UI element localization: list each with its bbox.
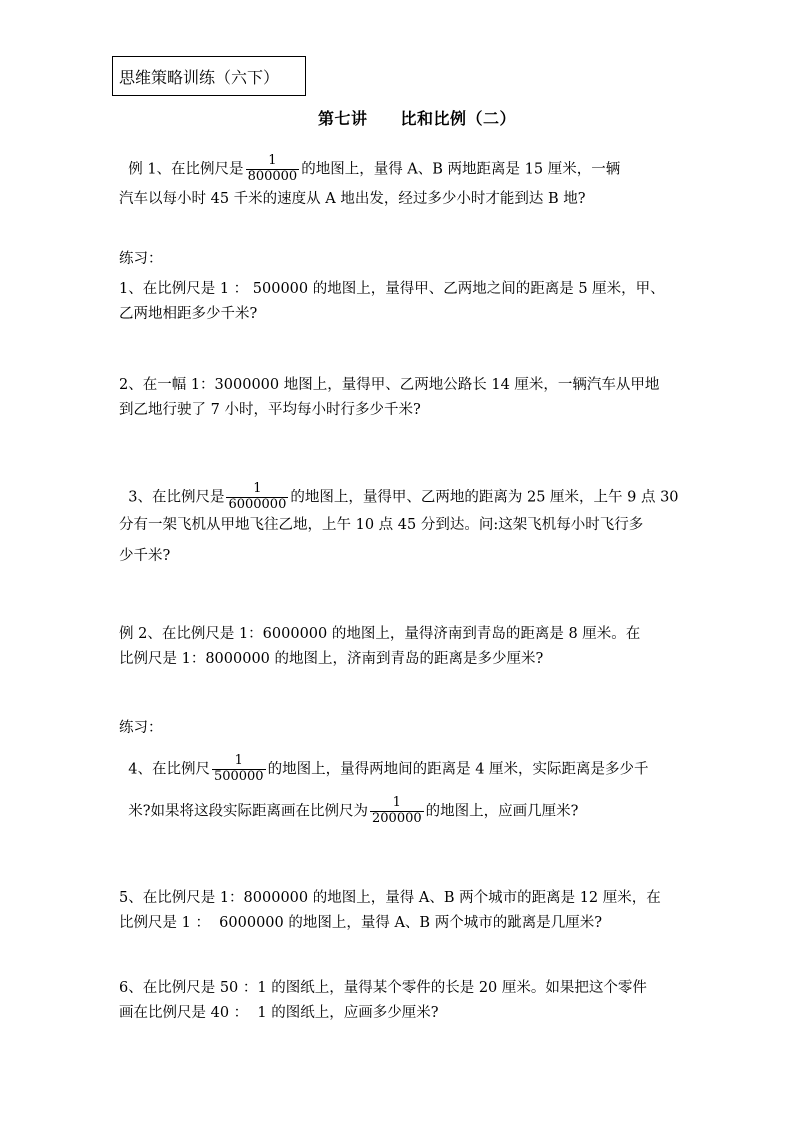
question-4-text-c: 米?如果将这段实际距离画在比例尺为 (128, 803, 368, 820)
question-5-line-1: 5、在比例尺是 1：8000000 的地图上，量得 A、B 两个城市的距离是 12 厘米，在 (119, 890, 661, 906)
example-1-text-b: 的地图上，量得 A、B 两地距离是 15 厘米，一辆 (301, 161, 621, 178)
question-4-text-a: 4、在比例尺 (128, 761, 210, 778)
example-1-text-a: 例 1、在比例尺是 (128, 161, 244, 178)
practice-heading-2: 练习： (119, 720, 163, 736)
question-3-line-1 (119, 466, 679, 513)
example-2-line-1: 例 2、在比例尺是 1：6000000 的地图上，量得济南到青岛的距离是 8 厘米。在 (119, 626, 641, 642)
question-2-line-1: 2、在一幅 1：3000000 地图上，量得甲、乙两地公路长 14 厘米，一辆汽车从甲地 (119, 377, 660, 393)
question-6-line-1: 6、在比例尺是 50 ：1 的图纸上，量得某个零件的长是 20 厘米。如果把这个零件 (119, 980, 647, 996)
header-box (112, 56, 306, 96)
question-4-line-1 (119, 738, 649, 785)
question-3-line-3: 少千米? (119, 548, 171, 564)
question-4-line-2 (119, 780, 578, 827)
question-3-line-2: 分有一架飞机从甲地飞往乙地，上午 10 点 45 分到达。问:这架飞机每小时飞行多 (119, 517, 644, 533)
question-4-text-b: 的地图上，量得两地间的距离是 4 厘米，实际距离是多少千 (267, 761, 649, 778)
header-box-label: 思维策略训练（六下） (119, 67, 280, 87)
question-5-line-2: 比例尺是 1 ： 6000000 的地图上，量得 A、B 两个城市的跐离是几厘米? (119, 915, 602, 931)
fraction-1-200000 (370, 796, 424, 827)
fraction-denominator: 500000 (213, 768, 264, 784)
example-2-line-2: 比例尺是 1：8000000 的地图上，济南到青岛的距离是多少厘米? (119, 651, 544, 667)
fraction-1-6000000 (226, 482, 288, 513)
question-6-line-2: 画在比例尺是 40 ： 1 的图纸上，应画多少厘米? (119, 1005, 439, 1021)
question-2-line-2: 到乙地行驶了 7 小时，平均每小时行多少千米? (119, 402, 421, 418)
fraction-denominator: 200000 (372, 810, 422, 826)
example-1-line-2: 汽车以每小时 45 千米的速度从 A 地出发，经过多少小时才能到达 B 地? (119, 191, 586, 207)
fraction-denominator: 800000 (247, 168, 298, 184)
fraction-denominator: 6000000 (228, 496, 287, 512)
fraction-numerator: 1 (268, 153, 277, 168)
question-3-text-b: 的地图上，量得甲、乙两地的距离为 25 厘米，上午 9 点 30 (290, 489, 679, 506)
fraction-1-800000 (246, 154, 300, 185)
fraction-numerator: 1 (234, 753, 243, 768)
fraction-numerator: 1 (253, 481, 262, 496)
question-3-text-a: 3、在比例尺是 (128, 489, 225, 506)
fraction-numerator: 1 (392, 795, 401, 810)
example-1-line-1 (119, 138, 620, 185)
question-1-line-2: 乙两地相距多少千米? (119, 306, 258, 322)
practice-heading-1: 练习： (119, 251, 163, 267)
question-4-text-d: 的地图上，应画几厘米? (425, 803, 579, 820)
lecture-title: 第七讲 比和比例（二） (318, 109, 517, 128)
question-1-line-1: 1、在比例尺是 1 ： 500000 的地图上，量得甲、乙两地之间的距离是 5 厘米，甲、 (119, 281, 665, 297)
